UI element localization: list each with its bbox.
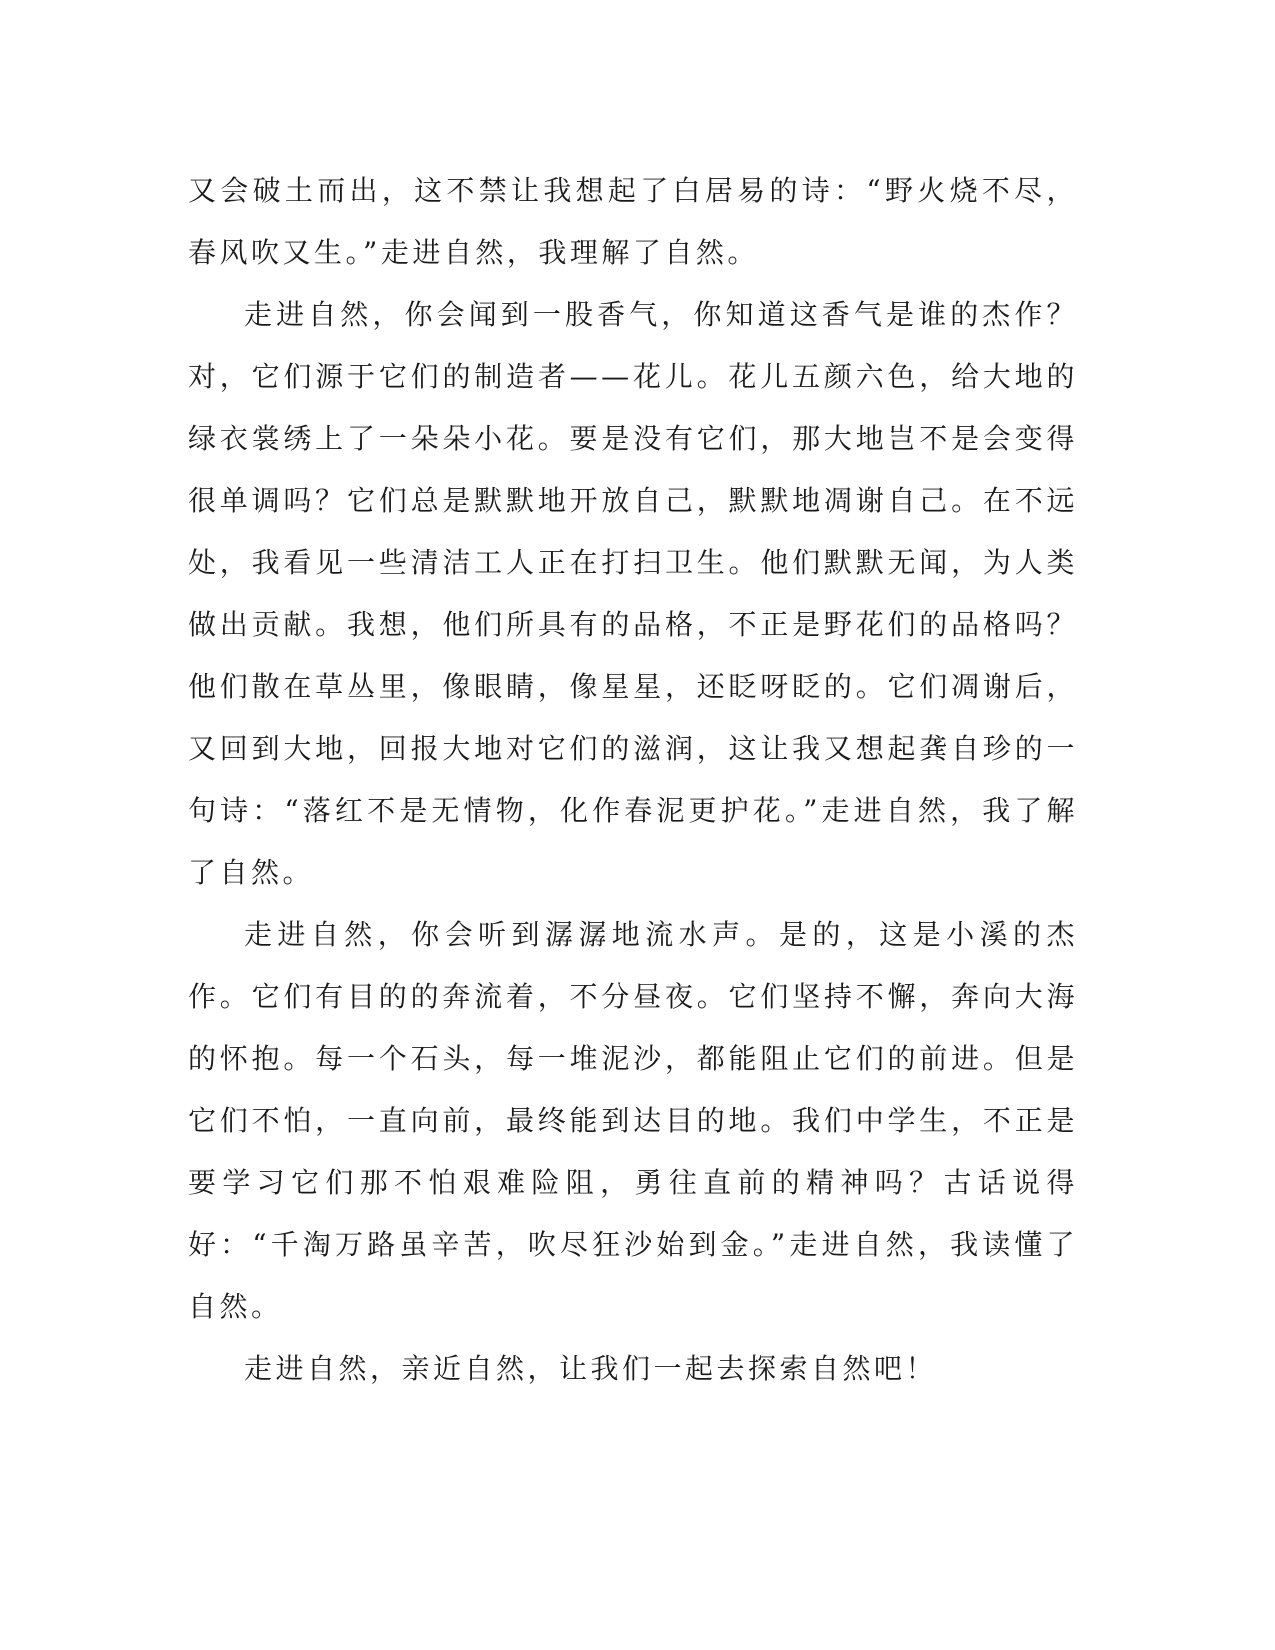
article-body xyxy=(188,160,1078,1400)
paragraph-3: 走进自然，你会听到潺潺地流水声。是的，这是小溪的杰作。它们有目的的奔流着，不分昼夜。它们坚持不懈，奔向大海的怀抱。每一个石头，每一堆泥沙，都能阻止它们的前进。但是它们不怕，一直向前，最终能到达目的地。我们中学生，不正是要学习它们那不怕艰难险阻，勇往直前的精神吗？古话说得好：“千淘万路虽辛苦，吹尽狂沙始到金。”走进自然，我读懂了自然。 xyxy=(188,918,1078,1323)
paragraph-4: 走进自然，亲近自然，让我们一起去探索自然吧！ xyxy=(244,1352,938,1385)
paragraph-1: 又会破土而出，这不禁让我想起了白居易的诗：“野火烧不尽，春风吹又生。”走进自然，我理解了自然。 xyxy=(188,174,1078,269)
paragraph-2: 走进自然，你会闻到一股香气，你知道这香气是谁的杰作？对，它们源于它们的制造者——花儿。花儿五颜六色，给大地的绿衣裳绣上了一朵朵小花。要是没有它们，那大地岂不是会变得很单调吗？它们总是默默地开放自己，默默地凋谢自己。在不远处，我看见一些清洁工人正在打扫卫生。他们默默无闻，为人类做出贡献。我想，他们所具有的品格，不正是野花们的品格吗？他们散在草丛里，像眼睛，像星星，还眨呀眨的。它们凋谢后，又回到大地，回报大地对它们的滋润，这让我又想起龚自珍的一句诗：“落红不是无情物，化作春泥更护花。”走进自然，我了解了自然。 xyxy=(188,298,1078,889)
